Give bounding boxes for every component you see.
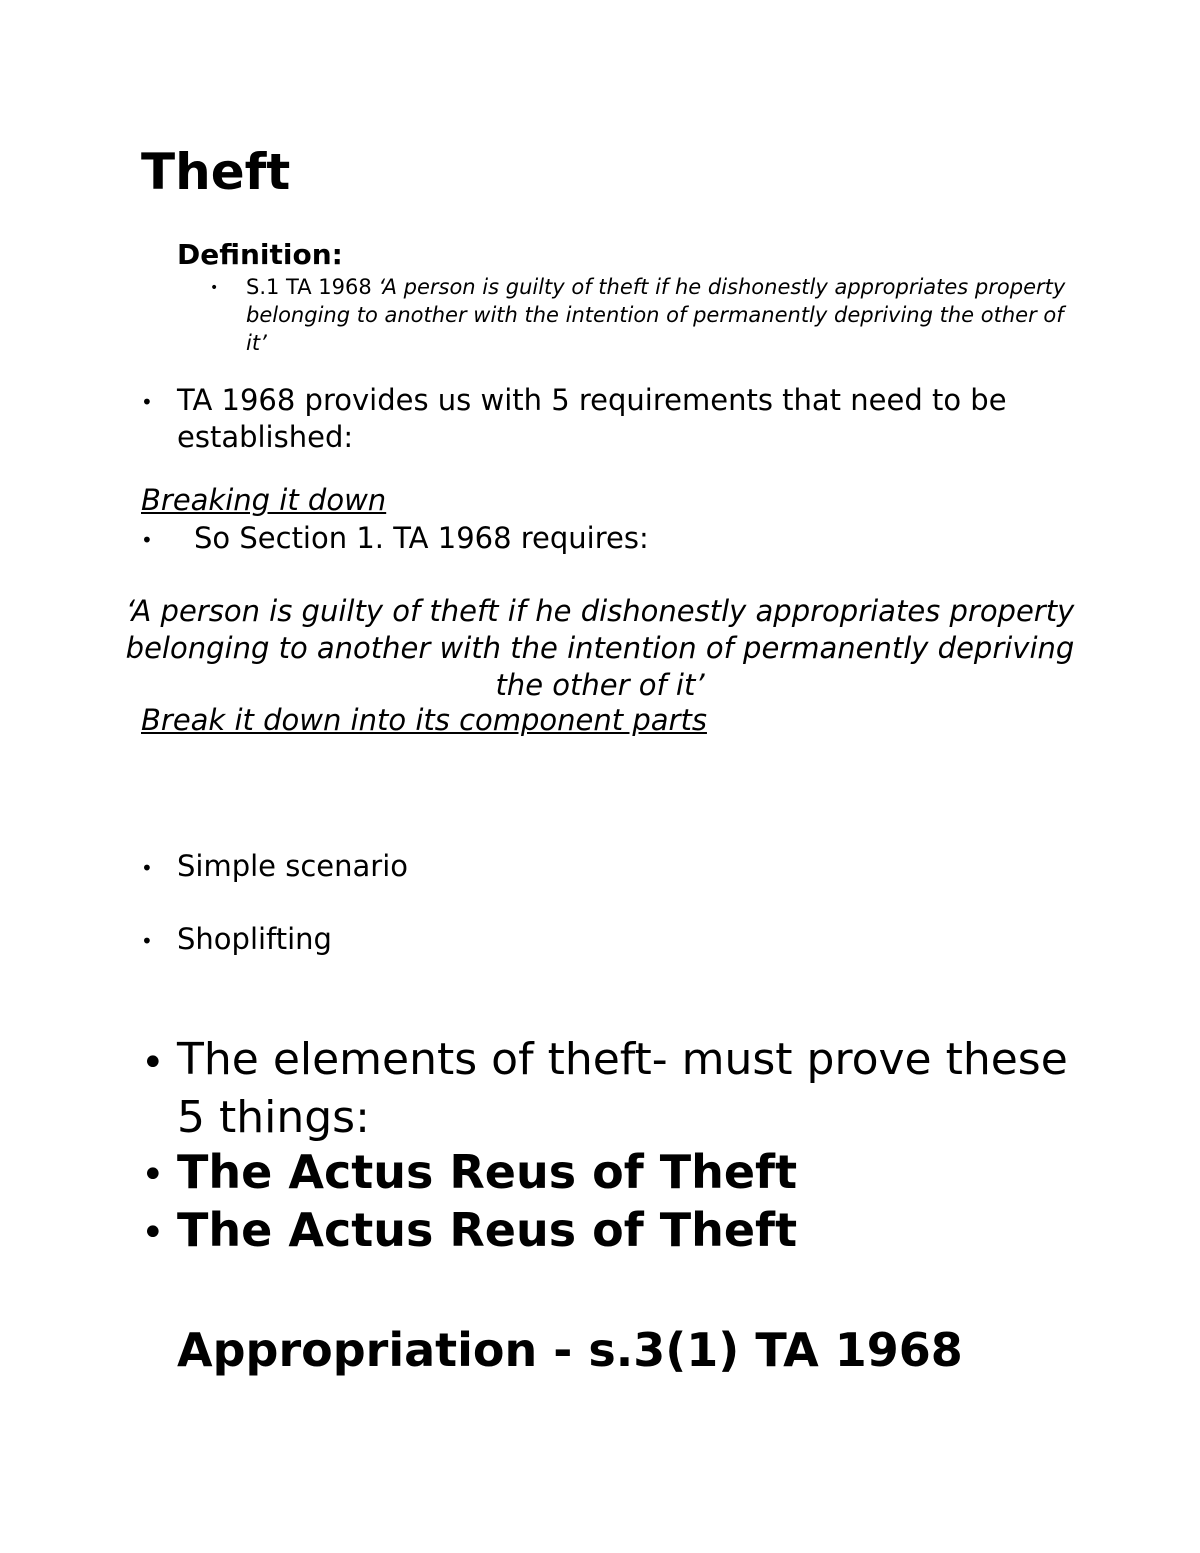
breaking-it-down-heading: Breaking it down <box>141 483 387 517</box>
definition-text <box>246 273 1076 357</box>
definition-quote: ‘A person is guilty of theft if he dishonestly appropriates property belonging to another with the intention of permanently depriving the other of it’ <box>246 275 1066 355</box>
page-title: Theft <box>141 143 291 201</box>
bullet-marker: • <box>141 929 153 953</box>
definition-prefix: S.1 TA 1968 <box>246 275 379 299</box>
bullet-elements-of-theft: The elements of theft- must prove these 5 things: <box>177 1034 1068 1143</box>
bullet-requirements: TA 1968 provides us with 5 requirements that need to be established: <box>177 383 1007 454</box>
component-parts-heading: Break it down into its component parts <box>141 703 707 737</box>
section-quote: ‘A person is guilty of theft if he dishonestly appropriates property belonging to another with the intention of permanently depriving the other of it’ <box>125 594 1075 702</box>
bullet-actus-reus-1: The Actus Reus of Theft <box>177 1145 798 1199</box>
bullet-marker: • <box>141 1040 165 1086</box>
bullet-marker: • <box>141 1152 165 1198</box>
bullet-marker: • <box>141 390 153 414</box>
bullet-marker: • <box>141 528 153 552</box>
definition-label: Definition: <box>177 238 343 271</box>
definition-bullet-marker: • <box>210 280 219 296</box>
bullet-section-requires: So Section 1. TA 1968 requires: <box>194 521 649 555</box>
bullet-shoplifting: Shoplifting <box>177 922 332 956</box>
appropriation-heading: Appropriation - s.3(1) TA 1968 <box>177 1323 963 1377</box>
bullet-marker: • <box>141 1210 165 1256</box>
bullet-marker: • <box>141 856 153 880</box>
bullet-actus-reus-2: The Actus Reus of Theft <box>177 1203 798 1257</box>
bullet-simple-scenario: Simple scenario <box>177 849 409 883</box>
